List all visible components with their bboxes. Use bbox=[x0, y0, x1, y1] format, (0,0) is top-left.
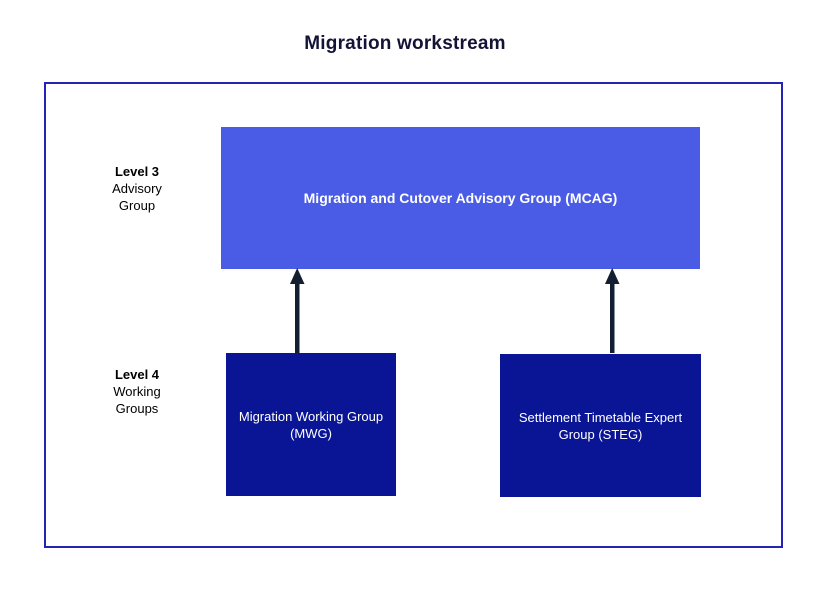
level3-title: Level 3 bbox=[114, 164, 160, 179]
level3-line2: Group bbox=[118, 198, 156, 213]
mcag-box-label: Migration and Cutover Advisory Group (MCAG) bbox=[303, 189, 618, 206]
mwg-box-label: Migration Working Group (MWG) bbox=[238, 408, 384, 441]
level3-label bbox=[82, 163, 192, 214]
up-arrow-mwg-to-mcag-icon bbox=[288, 268, 306, 353]
level4-label bbox=[82, 366, 192, 417]
level4-title: Level 4 bbox=[114, 367, 160, 382]
mwg-box bbox=[226, 353, 396, 496]
level4-line1: Working bbox=[113, 384, 161, 399]
steg-box bbox=[500, 354, 701, 497]
mcag-box bbox=[221, 127, 700, 269]
level4-line2: Groups bbox=[115, 401, 159, 416]
steg-box-label: Settlement Timetable Expert Group (STEG) bbox=[518, 409, 683, 442]
up-arrow-steg-to-mcag-icon bbox=[603, 268, 621, 353]
level3-line1: Advisory bbox=[112, 181, 162, 196]
page-title: Migration workstream bbox=[304, 33, 506, 54]
